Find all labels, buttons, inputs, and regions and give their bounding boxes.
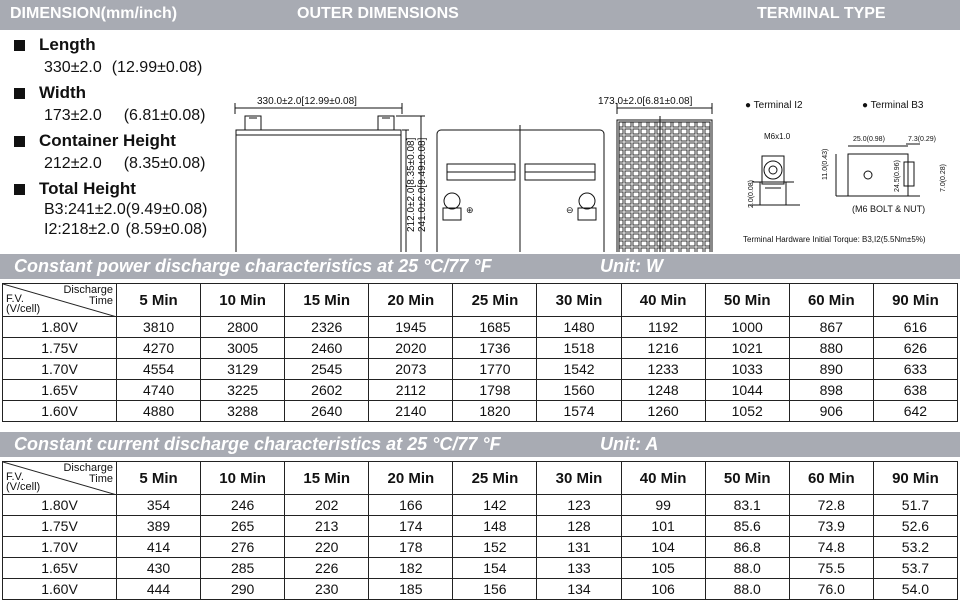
- current-discharge-table: [2, 461, 958, 600]
- table-cell: 354: [117, 495, 201, 516]
- table-corner-cell: Discharge Time F.V. (V/cell): [3, 462, 117, 495]
- table-cell: 166: [369, 495, 453, 516]
- total-height-b3-value: B3:241±2.0(9.49±0.08): [44, 201, 208, 218]
- table-cell: 3005: [201, 338, 285, 359]
- table-cell: 2800: [201, 317, 285, 338]
- final-voltage-cell: 1.70V: [3, 537, 117, 558]
- column-header: 10 Min: [201, 284, 285, 317]
- length-dimension-label: 330.0±2.0[12.99±0.08]: [257, 96, 357, 107]
- side-view-drawing: [235, 103, 426, 252]
- table-cell: 276: [201, 537, 285, 558]
- final-voltage-cell: 1.60V: [3, 579, 117, 600]
- table-cell: 2326: [285, 317, 369, 338]
- table-cell: 898: [789, 380, 873, 401]
- final-voltage-cell: 1.60V: [3, 401, 117, 422]
- table-cell: 76.0: [789, 579, 873, 600]
- table-cell: 1518: [537, 338, 621, 359]
- table-cell: 4740: [117, 380, 201, 401]
- table-cell: 1770: [453, 359, 537, 380]
- table-cell: 2020: [369, 338, 453, 359]
- table-cell: 128: [537, 516, 621, 537]
- b3-side-dim: 7.0(0.28): [940, 163, 947, 192]
- table-cell: 154: [453, 558, 537, 579]
- table-cell: 202: [285, 495, 369, 516]
- i2-base-dim: 2.0(0.08): [748, 179, 755, 208]
- table-cell: 2460: [285, 338, 369, 359]
- final-voltage-cell: 1.80V: [3, 495, 117, 516]
- table-cell: 220: [285, 537, 369, 558]
- table-header-row: [3, 462, 958, 495]
- table-cell: 142: [453, 495, 537, 516]
- m6-thread-label: M6x1.0: [764, 132, 791, 141]
- table-cell: 86.8: [705, 537, 789, 558]
- column-header: 90 Min: [873, 284, 957, 317]
- table-cell: 1945: [369, 317, 453, 338]
- table-cell: 1574: [537, 401, 621, 422]
- table-cell: 890: [789, 359, 873, 380]
- column-header: 90 Min: [873, 462, 957, 495]
- table-cell: 290: [201, 579, 285, 600]
- dimension-title: DIMENSION(mm/inch): [10, 5, 178, 22]
- table-cell: 633: [873, 359, 957, 380]
- table-cell: 444: [117, 579, 201, 600]
- table-cell: 1044: [705, 380, 789, 401]
- table-cell: 134: [537, 579, 621, 600]
- terminal-i2-label: ● Terminal I2: [745, 100, 803, 111]
- table-cell: 265: [201, 516, 285, 537]
- table-cell: 104: [621, 537, 705, 558]
- table-cell: 178: [369, 537, 453, 558]
- final-voltage-cell: 1.65V: [3, 380, 117, 401]
- table-cell: 1033: [705, 359, 789, 380]
- final-voltage-cell: 1.75V: [3, 516, 117, 537]
- table-corner-cell: Discharge Time F.V. (V/cell): [3, 284, 117, 317]
- table-cell: 626: [873, 338, 957, 359]
- power-section-unit: Unit: W: [600, 256, 663, 276]
- svg-text:⊖: ⊖: [566, 205, 574, 215]
- total-height-label-row: Total Height: [14, 178, 234, 200]
- table-cell: 230: [285, 579, 369, 600]
- table-row: [3, 317, 958, 338]
- terminal-type-title: TERMINAL TYPE: [757, 5, 886, 22]
- table-cell: 3810: [117, 317, 201, 338]
- table-row: [3, 537, 958, 558]
- svg-text:⊕: ⊕: [466, 205, 474, 215]
- container-height-label-row: Container Height: [14, 130, 234, 152]
- table-cell: 185: [369, 579, 453, 600]
- table-cell: 1480: [537, 317, 621, 338]
- current-section-band: [0, 432, 960, 457]
- table-cell: 1685: [453, 317, 537, 338]
- table-cell: 51.7: [873, 495, 957, 516]
- current-section-title: Constant current discharge characteristics at 25 °C/77 °F: [14, 434, 501, 454]
- table-cell: 642: [873, 401, 957, 422]
- table-cell: 133: [537, 558, 621, 579]
- table-cell: 4880: [117, 401, 201, 422]
- final-voltage-cell: 1.70V: [3, 359, 117, 380]
- container-height-dimension-label: 212.0±2.0[8.35±0.08]: [406, 137, 417, 232]
- b3-height-dim: 11.0(0.43): [822, 148, 829, 180]
- table-cell: 1000: [705, 317, 789, 338]
- table-cell: 85.6: [705, 516, 789, 537]
- outer-dimensions-title: OUTER DIMENSIONS: [297, 5, 459, 22]
- table-cell: 101: [621, 516, 705, 537]
- table-cell: 105: [621, 558, 705, 579]
- table-cell: 2112: [369, 380, 453, 401]
- table-cell: 75.5: [789, 558, 873, 579]
- table-cell: 123: [537, 495, 621, 516]
- table-row: [3, 495, 958, 516]
- table-cell: 88.0: [705, 579, 789, 600]
- table-cell: 2640: [285, 401, 369, 422]
- column-header: 60 Min: [789, 284, 873, 317]
- table-cell: 174: [369, 516, 453, 537]
- power-table-body: [3, 317, 958, 422]
- table-cell: 1820: [453, 401, 537, 422]
- table-row: [3, 359, 958, 380]
- table-cell: 88.0: [705, 558, 789, 579]
- power-discharge-table: [2, 283, 958, 422]
- table-cell: 880: [789, 338, 873, 359]
- power-section-title: Constant power discharge characteristics at 25 °C/77 °F: [14, 256, 492, 276]
- table-cell: 3225: [201, 380, 285, 401]
- column-header: 40 Min: [621, 462, 705, 495]
- table-cell: 1798: [453, 380, 537, 401]
- table-cell: 638: [873, 380, 957, 401]
- table-cell: 1542: [537, 359, 621, 380]
- table-cell: 99: [621, 495, 705, 516]
- table-cell: 1192: [621, 317, 705, 338]
- width-value: 173±2.0 (6.81±0.08): [44, 107, 206, 124]
- column-header: 25 Min: [453, 284, 537, 317]
- table-cell: 54.0: [873, 579, 957, 600]
- column-header: 20 Min: [369, 462, 453, 495]
- b3-width-dim: 25.0(0.98): [853, 136, 885, 143]
- table-row: [3, 401, 958, 422]
- column-header: 15 Min: [285, 284, 369, 317]
- column-header: 15 Min: [285, 462, 369, 495]
- table-cell: 74.8: [789, 537, 873, 558]
- table-cell: 246: [201, 495, 285, 516]
- b3-depth-dim: 24.5(0.96): [894, 160, 901, 192]
- table-cell: 1560: [537, 380, 621, 401]
- column-header: 30 Min: [537, 462, 621, 495]
- container-height-value: 212±2.0 (8.35±0.08): [44, 155, 206, 172]
- terminal-b3-drawing: [836, 144, 920, 196]
- final-voltage-cell: 1.65V: [3, 558, 117, 579]
- length-value: 330±2.0 (12.99±0.08): [44, 59, 203, 76]
- table-cell: 53.7: [873, 558, 957, 579]
- column-header: 50 Min: [705, 462, 789, 495]
- outer-dimension-drawings: [0, 30, 960, 252]
- table-cell: 1233: [621, 359, 705, 380]
- table-cell: 389: [117, 516, 201, 537]
- table-cell: 3288: [201, 401, 285, 422]
- width-label-row: Width: [14, 82, 234, 104]
- dimension-header-bar: [0, 0, 960, 30]
- table-cell: 152: [453, 537, 537, 558]
- table-cell: 1260: [621, 401, 705, 422]
- table-cell: 616: [873, 317, 957, 338]
- table-cell: 4270: [117, 338, 201, 359]
- column-header: 25 Min: [453, 462, 537, 495]
- table-cell: 1052: [705, 401, 789, 422]
- table-cell: 867: [789, 317, 873, 338]
- current-table-body: [3, 495, 958, 600]
- width-dimension-label: 173.0±2.0[6.81±0.08]: [598, 96, 693, 107]
- column-header: 5 Min: [117, 462, 201, 495]
- terminal-b3-label: ● Terminal B3: [862, 100, 924, 111]
- table-cell: 414: [117, 537, 201, 558]
- b3-offset-dim: 7.3(0.29): [908, 136, 937, 143]
- table-cell: 72.8: [789, 495, 873, 516]
- table-row: [3, 516, 958, 537]
- table-cell: 131: [537, 537, 621, 558]
- table-cell: 430: [117, 558, 201, 579]
- end-view-drawing: [617, 103, 712, 252]
- table-cell: 182: [369, 558, 453, 579]
- table-cell: 3129: [201, 359, 285, 380]
- table-cell: 156: [453, 579, 537, 600]
- table-cell: 53.2: [873, 537, 957, 558]
- final-voltage-cell: 1.80V: [3, 317, 117, 338]
- current-section-unit: Unit: A: [600, 434, 659, 454]
- total-height-dimension-label: 241.0±2.0[9.49±0.08]: [417, 137, 428, 232]
- terminal-i2-drawing: [748, 156, 800, 205]
- bolt-note: (M6 BOLT & NUT): [852, 204, 926, 214]
- table-cell: 213: [285, 516, 369, 537]
- table-cell: 148: [453, 516, 537, 537]
- table-row: [3, 380, 958, 401]
- length-label-row: Length: [14, 34, 234, 56]
- column-header: 30 Min: [537, 284, 621, 317]
- table-header-row: [3, 284, 958, 317]
- table-cell: 285: [201, 558, 285, 579]
- table-cell: 2545: [285, 359, 369, 380]
- column-header: 20 Min: [369, 284, 453, 317]
- table-cell: 52.6: [873, 516, 957, 537]
- table-cell: 1248: [621, 380, 705, 401]
- table-cell: 226: [285, 558, 369, 579]
- table-cell: 83.1: [705, 495, 789, 516]
- torque-note: Terminal Hardware Initial Torque: B3,I2(5.5Nm±5%): [743, 235, 926, 244]
- table-cell: 2073: [369, 359, 453, 380]
- table-cell: 1021: [705, 338, 789, 359]
- table-row: [3, 558, 958, 579]
- final-voltage-cell: 1.75V: [3, 338, 117, 359]
- column-header: 60 Min: [789, 462, 873, 495]
- total-height-i2-value: I2:218±2.0 (8.59±0.08): [44, 221, 208, 238]
- table-row: [3, 338, 958, 359]
- table-cell: 906: [789, 401, 873, 422]
- table-cell: 2602: [285, 380, 369, 401]
- table-cell: 1216: [621, 338, 705, 359]
- table-cell: 73.9: [789, 516, 873, 537]
- top-view-drawing: [437, 125, 604, 252]
- column-header: 40 Min: [621, 284, 705, 317]
- table-cell: 4554: [117, 359, 201, 380]
- table-row: [3, 579, 958, 600]
- column-header: 10 Min: [201, 462, 285, 495]
- table-cell: 2140: [369, 401, 453, 422]
- power-section-band: [0, 254, 960, 279]
- table-cell: 1736: [453, 338, 537, 359]
- table-cell: 106: [621, 579, 705, 600]
- column-header: 50 Min: [705, 284, 789, 317]
- column-header: 5 Min: [117, 284, 201, 317]
